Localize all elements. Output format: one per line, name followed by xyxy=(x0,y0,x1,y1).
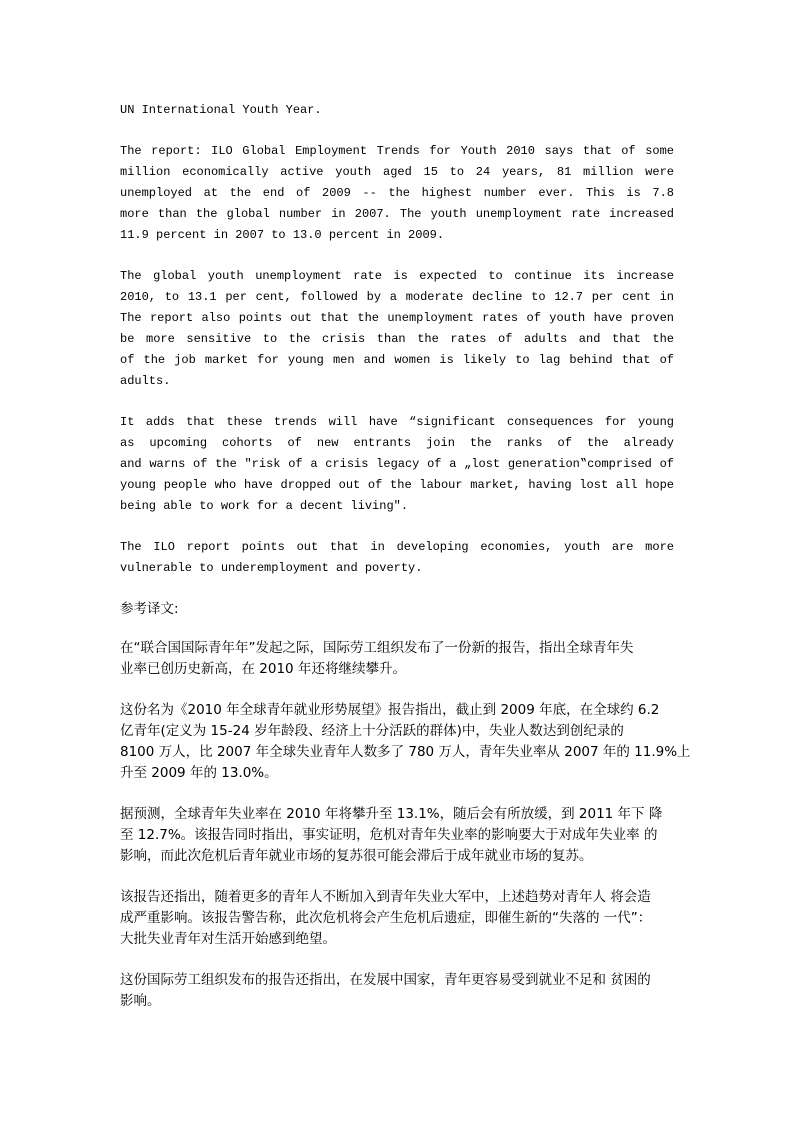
chinese-translation xyxy=(120,638,691,1012)
translation-heading: 参考译文: xyxy=(120,601,179,617)
paragraph xyxy=(120,970,674,1012)
text-line: unemployed at the end of 2009 -- the highest number ever. This is 7.8 xyxy=(120,186,674,200)
text-line: of the job market for young men and women is likely to lag behind that of xyxy=(120,353,674,367)
text-line: 大批失业青年对生活开始感到绝望。 xyxy=(120,931,336,947)
text-line: 影响。 xyxy=(120,993,161,1009)
text-line: The report also points out that the unemployment rates of youth have proven xyxy=(120,311,674,325)
paragraph xyxy=(120,638,674,680)
text-line: adults. xyxy=(120,374,171,388)
text-line: 该报告还指出，随着更多的青年人不断加入到青年失业大军中，上述趋势对青年人 将会造 xyxy=(120,889,651,905)
text-line: 11.9 percent in 2007 to 13.0 percent in 2009. xyxy=(120,228,445,242)
paragraph xyxy=(120,887,674,950)
text-line: be more sensitive to the crisis than the rates of adults and that the xyxy=(120,332,674,346)
text-line: as upcoming cohorts of new entrants join the ranks of the already xyxy=(120,436,674,450)
text-line: 这份国际劳工组织发布的报告还指出，在发展中国家，青年更容易受到就业不足和 贫困的 xyxy=(120,972,651,988)
text-line: 2010, to 13.1 per cent, followed by a moderate decline to 12.7 per cent in xyxy=(120,290,674,304)
text-line: 升至 2009 年的 13.0%。 xyxy=(120,765,278,781)
paragraph xyxy=(120,412,674,517)
paragraph xyxy=(120,700,691,784)
paragraph xyxy=(120,266,674,392)
text-line: The report: ILO Global Employment Trends for Youth 2010 says that of some xyxy=(120,144,674,158)
text-line: young people who have dropped out of the labour market, having lost all hope xyxy=(120,478,674,492)
paragraph xyxy=(120,537,674,579)
paragraph xyxy=(120,141,674,246)
text-line: 至 12.7%。该报告同时指出，事实证明，危机对青年失业率的影响要大于对成年失业率 的 xyxy=(120,827,658,843)
text-line: and warns of the ″risk of a crisis legacy of a „lost generation‟comprised of xyxy=(120,457,674,471)
text-line: 8100 万人，比 2007 年全球失业青年人数多了 780 万人，青年失业率从 2007 年的 11.9%上 xyxy=(120,744,691,760)
text-line: The global youth unemployment rate is expected to continue its increase xyxy=(120,269,674,283)
text-line: 亿青年(定义为 15-24 岁年龄段、经济上十分活跃的群体)中，失业人数达到创纪录的 xyxy=(120,723,624,739)
text-line: 这份名为《2010 年全球青年就业形势展望》报告指出，截止到 2009 年底，在全球约 6.2 xyxy=(120,702,660,718)
paragraph xyxy=(120,804,674,867)
text-line: 成严重影响。该报告警告称，此次危机将会产生危机后遗症，即催生新的“失落的 一代”： xyxy=(120,910,652,926)
text-line: being able to work for a decent living″. xyxy=(120,499,409,513)
text-line: more than the global number in 2007. The youth unemployment rate increased xyxy=(120,207,674,221)
text-line: UN International Youth Year. xyxy=(120,103,322,117)
english-text xyxy=(120,100,674,579)
document-page xyxy=(120,100,691,1032)
text-line: 在“联合国国际青年年”发起之际，国际劳工组织发布了一份新的报告，指出全球青年失 xyxy=(120,640,634,656)
text-line: It adds that these trends will have “significant consequences for young xyxy=(120,415,674,429)
text-line: 影响，而此次危机后青年就业市场的复苏很可能会滞后于成年就业市场的复苏。 xyxy=(120,848,593,864)
text-line: vulnerable to underemployment and poverty. xyxy=(120,561,423,575)
paragraph xyxy=(120,100,674,121)
text-line: 据预测，全球青年失业率在 2010 年将攀升至 13.1%，随后会有所放缓，到 2011 年下 降 xyxy=(120,806,663,822)
text-line: million economically active youth aged 15 to 24 years, 81 million were xyxy=(120,165,674,179)
text-line: 业率已创历史新高，在 2010 年还将继续攀升。 xyxy=(120,661,406,677)
text-line: The ILO report points out that in developing economies, youth are more xyxy=(120,540,674,554)
